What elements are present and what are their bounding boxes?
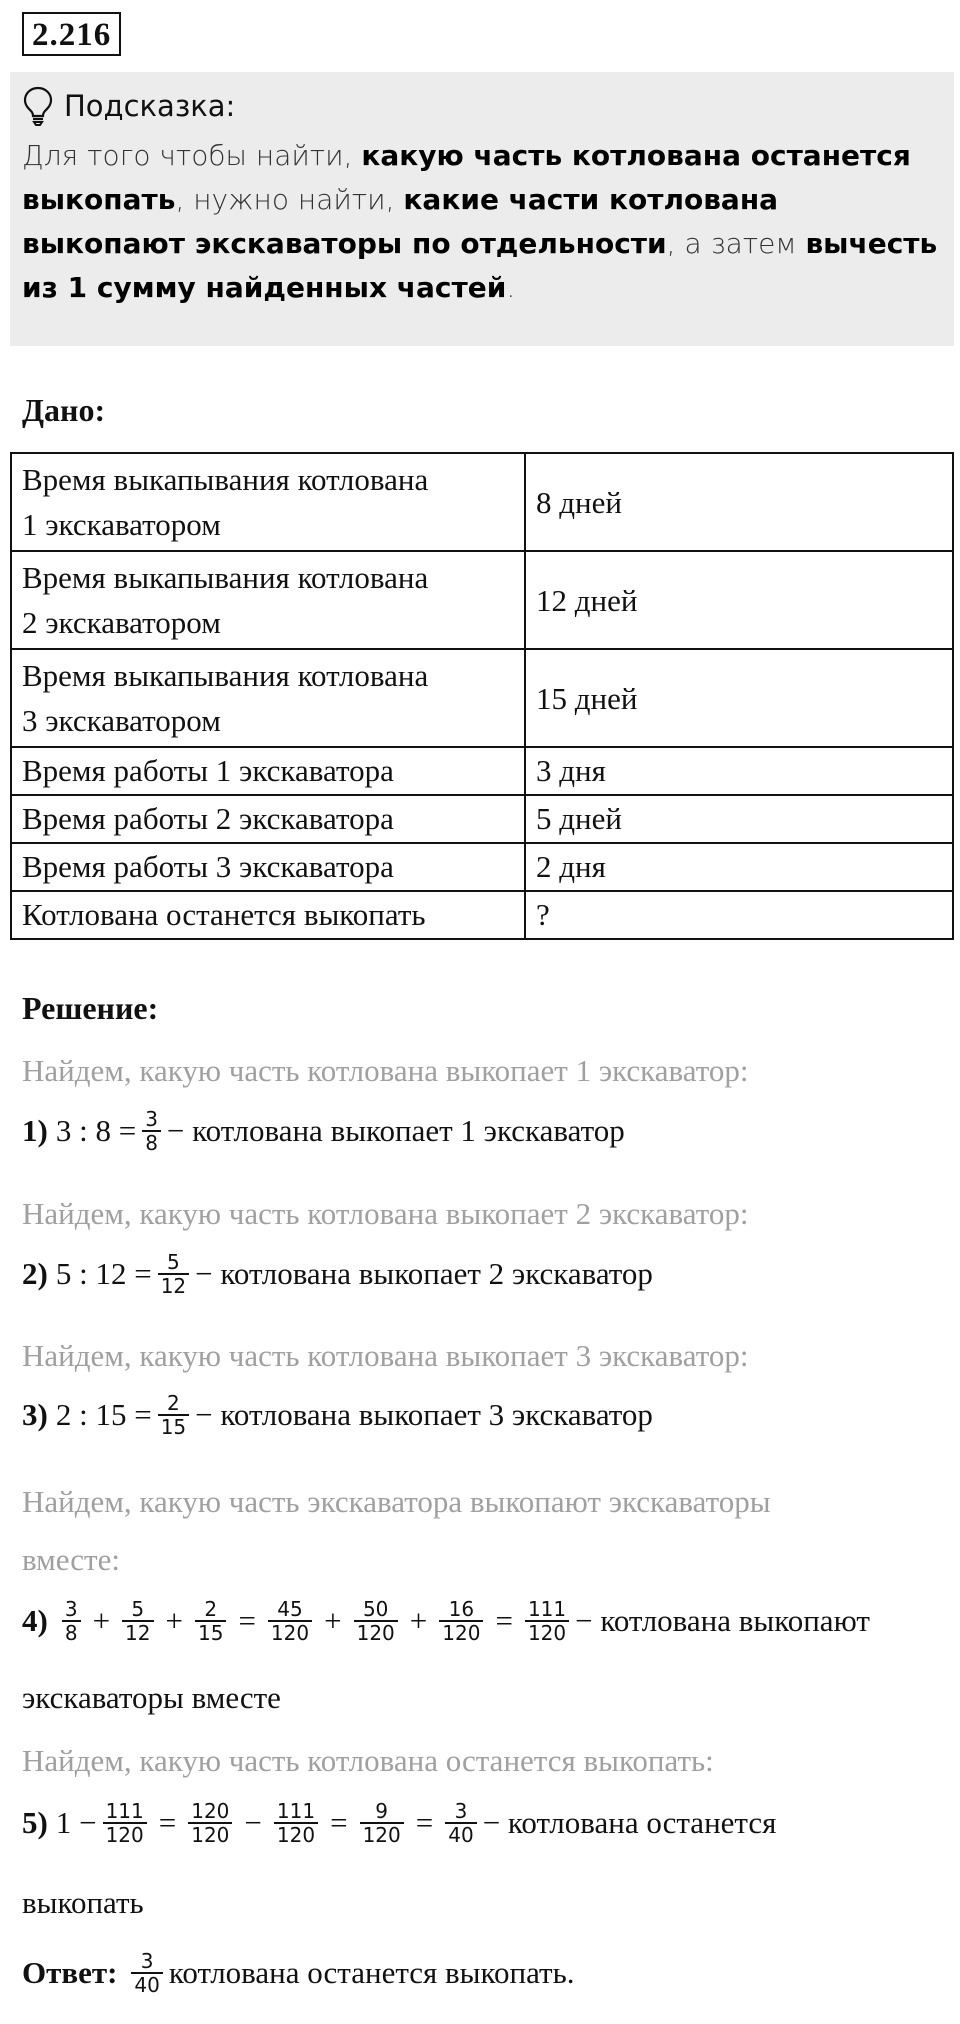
fraction: $\frac{120}{120}$ <box>188 1800 232 1846</box>
given-label: Время выкапывания котлована 3 экскаватором <box>11 649 525 747</box>
fraction: $\frac{3}{8}$ <box>142 1108 161 1154</box>
fraction: $\frac{5}{12}$ <box>122 1598 153 1644</box>
step-number: 3) <box>22 1397 48 1432</box>
given-label: Время выкапывания котлована 1 экскаватором <box>11 453 525 551</box>
given-value: 2 дня <box>525 843 953 891</box>
step-number: 2) <box>22 1256 48 1291</box>
solution-step <box>22 1251 653 1297</box>
step-expression: 2 : 15 = <box>55 1397 152 1432</box>
hint-part: . <box>506 271 516 304</box>
hint-part: , а затем <box>666 227 806 260</box>
given-label: Время выкапывания котлована 2 экскаватором <box>11 551 525 649</box>
solution-comment: Найдем, какую часть котлована останется выкопать: <box>22 1743 714 1778</box>
operator: + <box>165 1603 183 1638</box>
solution-step <box>22 1800 776 1846</box>
hint-header <box>22 82 940 130</box>
fraction: $\frac{2}{15}$ <box>158 1392 189 1438</box>
table-row <box>11 747 953 795</box>
given-value: 8 дней <box>525 453 953 551</box>
operator: − <box>244 1805 262 1840</box>
lightbulb-icon <box>22 86 54 126</box>
fraction: $\frac{9}{120}$ <box>360 1800 404 1846</box>
hint-box <box>10 72 954 346</box>
table-row <box>11 453 953 551</box>
operator: = <box>495 1603 513 1638</box>
fraction: $\frac{111}{120}$ <box>274 1800 318 1846</box>
given-value: 5 дней <box>525 795 953 843</box>
solution-comment: Найдем, какую часть котлована выкопает 1 экскаватор: <box>22 1053 749 1088</box>
hint-title: Подсказка: <box>64 89 236 123</box>
solution-step <box>22 1392 653 1438</box>
step-number: 5) <box>22 1805 48 1840</box>
fraction: $\frac{111}{120}$ <box>103 1800 147 1846</box>
operator: + <box>324 1603 342 1638</box>
step-text: − котлована выкопает 2 экскаватор <box>195 1256 653 1291</box>
given-title: Дано: <box>22 392 106 428</box>
fraction: $\frac{3}{8}$ <box>62 1598 81 1644</box>
operator: + <box>409 1603 428 1638</box>
operator: + <box>92 1603 111 1638</box>
given-label: Котлована останется выкопать <box>11 891 525 939</box>
fraction: $\frac{111}{120}$ <box>525 1598 569 1644</box>
solution-comment: Найдем, какую часть котлована выкопает 3 экскаватор: <box>22 1338 749 1373</box>
given-table <box>10 452 954 940</box>
given-value: 3 дня <box>525 747 953 795</box>
solution-step <box>22 1598 870 1644</box>
step-text: − котлована выкопают <box>575 1603 870 1638</box>
operator: = <box>330 1805 348 1840</box>
answer <box>22 1950 574 1996</box>
given-value: 15 дней <box>525 649 953 747</box>
hint-bold-part: вычесть из 1 сумму найденных частей <box>22 227 938 304</box>
answer-text: котлована останется выкопать. <box>168 1955 575 1990</box>
hint-bold-part: какие части котлована выкопают экскаваторы по отдельности <box>22 183 779 260</box>
answer-label: Ответ: <box>22 1955 118 1990</box>
step-number: 4) <box>22 1603 48 1638</box>
task-number: 2.216 <box>22 12 121 56</box>
solution-comment: вместе: <box>22 1542 120 1577</box>
step-text-continued: экскаваторы вместе <box>22 1680 281 1715</box>
given-value: ? <box>525 891 953 939</box>
given-label: Время работы 3 экскаватора <box>11 843 525 891</box>
step-text: − котлована выкопает 1 экскаватор <box>166 1113 625 1148</box>
operator: = <box>238 1603 256 1638</box>
operator: = <box>158 1805 177 1840</box>
given-label: Время работы 1 экскаватора <box>11 747 525 795</box>
given-label: Время работы 2 экскаватора <box>11 795 525 843</box>
solution-comment: Найдем, какую часть котлована выкопает 2 экскаватор: <box>22 1196 749 1231</box>
table-row <box>11 551 953 649</box>
table-row <box>11 795 953 843</box>
fraction: $\frac{16}{120}$ <box>439 1598 483 1644</box>
fraction: $\frac{50}{120}$ <box>354 1598 398 1644</box>
fraction: $\frac{3}{40}$ <box>131 1950 162 1996</box>
given-value: 12 дней <box>525 551 953 649</box>
step-text-continued: выкопать <box>22 1885 144 1920</box>
hint-part: , нужно найти, <box>175 183 404 216</box>
solution-step <box>22 1108 625 1154</box>
hint-part: Для того чтобы найти, <box>22 139 362 172</box>
step-expression: 1 − <box>55 1805 97 1840</box>
table-row <box>11 891 953 939</box>
table-row <box>11 649 953 747</box>
fraction: $\frac{45}{120}$ <box>268 1598 312 1644</box>
fraction: $\frac{5}{12}$ <box>158 1251 189 1297</box>
operator: = <box>415 1805 434 1840</box>
hint-bold-part: какую часть котлована останется выкопать <box>22 139 911 216</box>
solution-title: Решение: <box>22 990 159 1026</box>
fraction: $\frac{2}{15}$ <box>195 1598 226 1644</box>
hint-text <box>22 134 940 310</box>
step-text: − котлована останется <box>482 1805 777 1840</box>
step-text: − котлована выкопает 3 экскаватор <box>195 1397 653 1432</box>
solution-comment: Найдем, какую часть экскаватора выкопают экскаваторы <box>22 1484 771 1519</box>
step-expression: 3 : 8 = <box>55 1113 137 1148</box>
step-expression: 5 : 12 = <box>55 1256 152 1291</box>
step-number: 1) <box>22 1113 48 1148</box>
table-row <box>11 843 953 891</box>
fraction: $\frac{3}{40}$ <box>445 1800 476 1846</box>
